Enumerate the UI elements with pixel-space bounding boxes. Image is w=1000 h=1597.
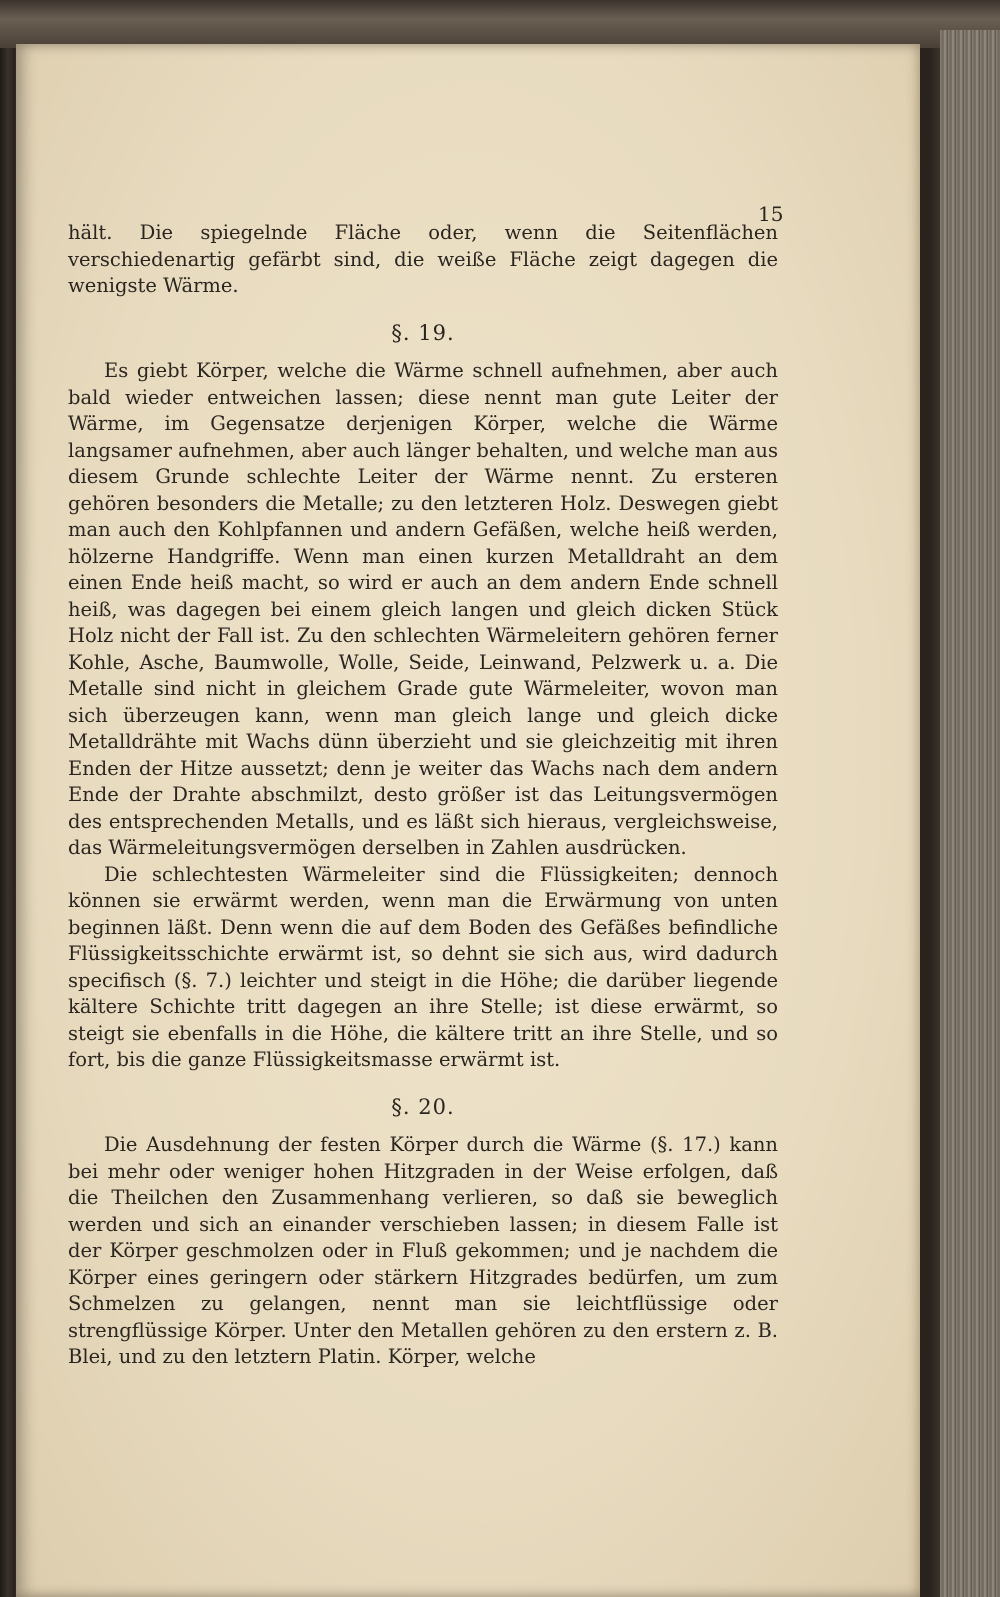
paragraph-melting: Die Ausdehnung der festen Körper durch die Wärme (§. 17.) kann bei mehr oder weniger hohen Hitzgraden in der Weise erfolgen, daß die Theilchen den Zusammenhang verlieren, so daß sie beweglich werden und sich an einander verschieben lassen; in diesem Falle ist der Körper geschmolzen oder in Fluß gekommen; und je nachdem die Körper eines geringern oder stärkern Hitzgrades bedürfen, um zum Schmelzen zu gelangen, nennt man sie leichtflüssige oder strengflüssige Körper. Unter den Metallen gehören zu den erstern z. B. Blei, und zu den letztern Platin. Körper, welche (68, 1133, 778, 1368)
book-top-edge (0, 0, 1000, 48)
page-text (68, 220, 778, 1371)
book-page (16, 44, 920, 1597)
book-page-edges (940, 30, 1000, 1597)
section-heading-19: §. 19. (391, 320, 455, 345)
paragraph-heat-conductors: Es giebt Körper, welche die Wärme schnell aufnehmen, aber auch bald wieder entweichen lassen; diese nennt man gute Leiter der Wärme, im Gegensatze derjenigen Körper, welche die Wärme langsamer aufnehmen, aber auch länger behalten, und welche man aus diesem Grunde schlechte Leiter der Wärme nennt. Zu ersteren gehören besonders die Metalle; zu den letzteren Holz. Deswegen giebt man auch den Kohlpfannen und andern Gefäßen, welche heiß werden, hölzerne Handgriffe. Wenn man einen kurzen Metalldraht an dem einen Ende heiß macht, so wird er auch an dem andern Ende schnell heiß, was dagegen bei einem gleich langen und gleich dicken Stück Holz nicht der Fall ist. Zu den schlechten Wärmeleitern gehören ferner Kohle, Asche, Baumwolle, Wolle, Seide, Leinwand, Pelzwerk u. a. Die Metalle sind nicht in gleichem Grade gute Wärmeleiter, wovon man sich überzeugen kann, wenn man gleich lange und gleich dicke Metalldrähte mit Wachs dünn überzieht und sie gleichzeitig mit ihren Enden der Hitze aussetzt; denn je weiter das Wachs nach dem andern Ende der Drahte abschmilzt, desto größer ist das Leitungsvermögen des entsprechenden Metalls, und es läßt sich hieraus, vergleichsweise, das Wärmeleitungsvermögen derselben in Zahlen ausdrücken. (68, 359, 778, 859)
section-heading-20: §. 20. (391, 1094, 455, 1119)
page-number: 15 (758, 202, 784, 226)
paragraph-liquids: Die schlechtesten Wärmeleiter sind die Flüssigkeiten; dennoch können sie erwärmt werden, wenn man die Erwärmung von unten beginnen läßt. Denn wenn die auf dem Boden des Gefäßes befindliche Flüssigkeitsschichte erwärmt ist, so dehnt sie sich aus, wird dadurch specifisch (§. 7.) leichter und steigt in die Höhe; die darüber liegende kältere Schichte tritt dagegen an ihre Stelle; ist diese erwärmt, so steigt sie ebenfalls in die Höhe, die kältere tritt an ihre Stelle, und so fort, bis die ganze Flüssigkeitsmasse erwärmt ist. (68, 862, 778, 1071)
paragraph-continuation: hält. Die spiegelnde Fläche oder, wenn die Seitenflächen verschiedenartig gefärbt sind, die weiße Fläche zeigt dagegen die wenigste Wärme. (68, 221, 778, 297)
